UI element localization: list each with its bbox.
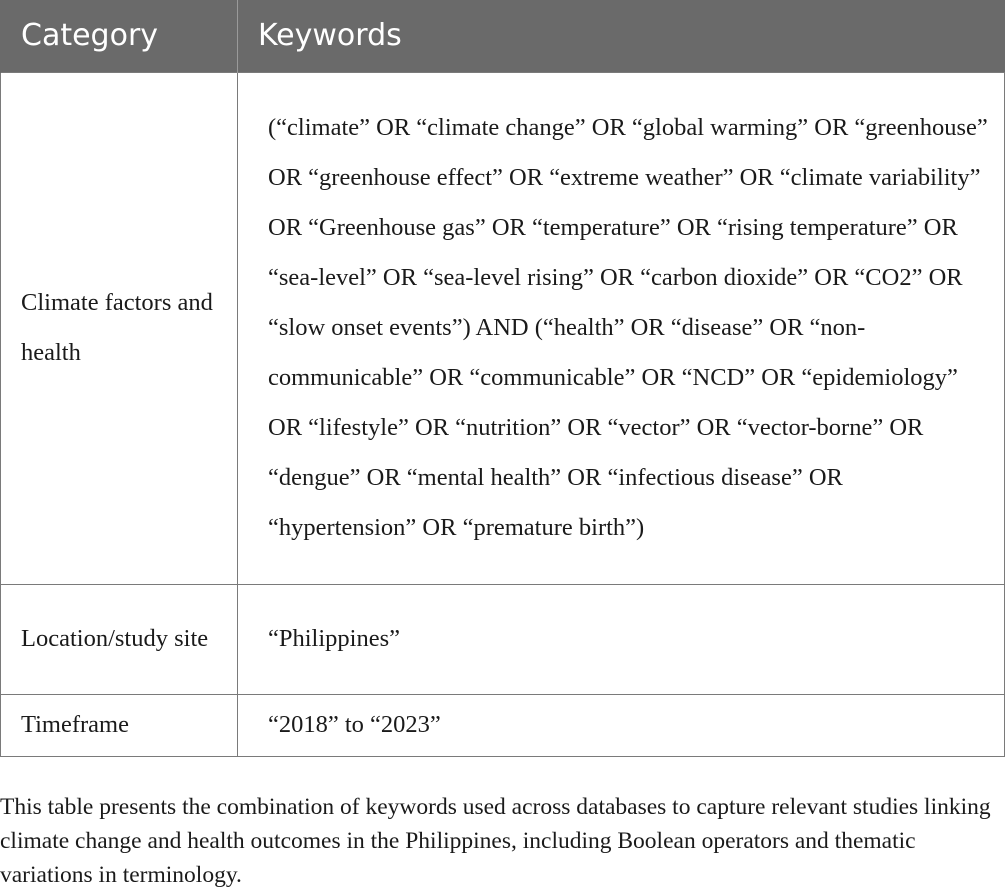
header-row [1, 0, 1005, 72]
table-row [1, 584, 1005, 694]
keywords-cell: “2018” to “2023” [238, 694, 1005, 756]
category-cell: Climate factors and health [1, 72, 238, 584]
category-cell: Timeframe [1, 694, 238, 756]
table-row [1, 694, 1005, 756]
category-cell: Location/study site [1, 584, 238, 694]
header-category: Category [1, 0, 238, 72]
keywords-cell: “Philippines” [238, 584, 1005, 694]
table-caption: This table presents the combination of keywords used across databases to capture relevant studies linking climate change and health outcomes in the Philippines, including Boolean operators and thematic variations in terminology. [0, 793, 991, 888]
header-keywords: Keywords [238, 0, 1005, 72]
keywords-cell: (“climate” OR “climate change” OR “global warming” OR “greenhouse” OR “greenhouse effect” OR “extreme weather” OR “climate variability” OR “Greenhouse gas” OR “temperature” OR “rising temperature” OR “sea-level” OR “sea-level rising” OR “carbon dioxide” OR “CO2” OR “slow onset events”) AND (“health” OR “disease” OR “non-communicable” OR “communicable” OR “NCD” OR “epidemiology” OR “lifestyle” OR “nutrition” OR “vector” OR “vector-borne” OR “dengue” OR “mental health” OR “infectious disease” OR “hypertension” OR “premature birth”) [238, 72, 1005, 584]
table-header [1, 0, 1005, 72]
table-row [1, 72, 1005, 584]
table-body [1, 72, 1005, 756]
